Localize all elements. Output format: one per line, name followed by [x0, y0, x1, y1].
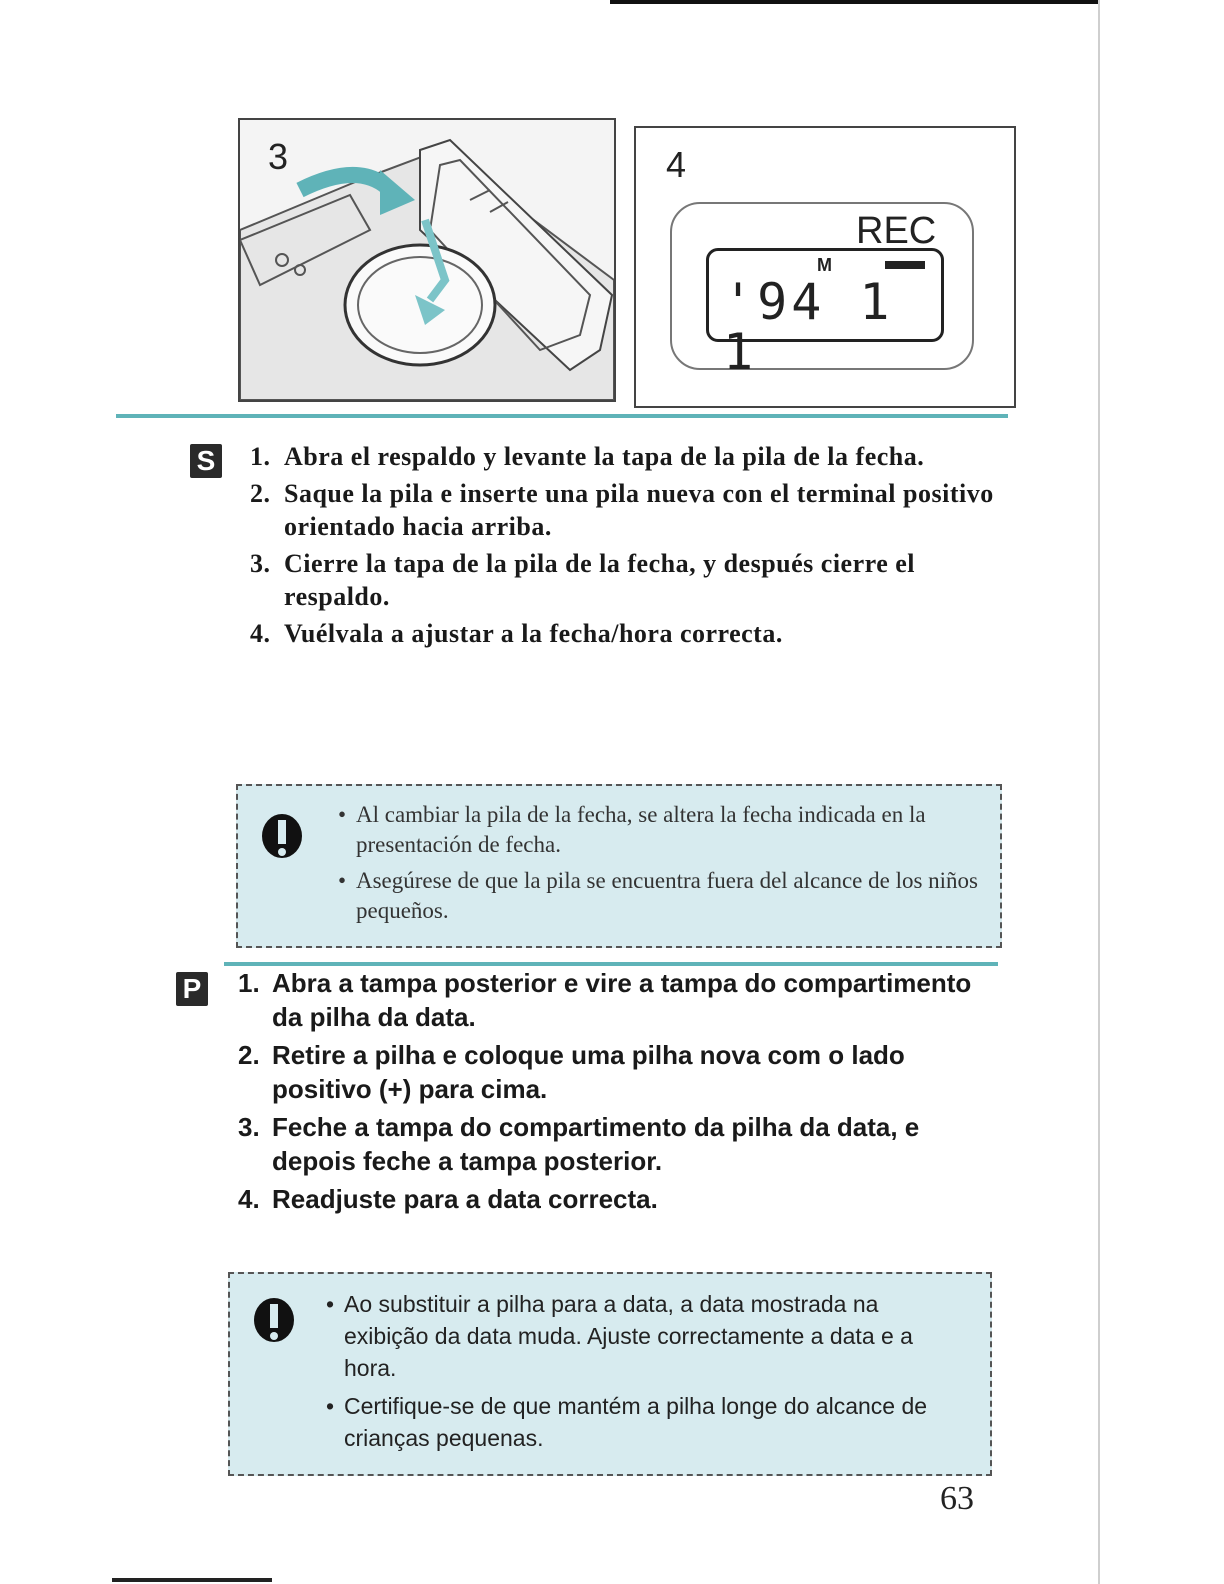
step-text: Cierre la tapa de la pila de la fecha, y después cierre el respaldo. — [284, 549, 915, 611]
figure-3-battery-compartment — [238, 118, 616, 402]
step-number: 4. — [250, 619, 271, 648]
figure-4-date-display — [634, 126, 1016, 408]
step-text: Abra el respaldo y levante la tapa de la pila de la fecha. — [284, 442, 925, 471]
portuguese-caution-note — [228, 1272, 992, 1476]
step-item — [250, 547, 1000, 613]
language-badge-portuguese: P — [176, 972, 208, 1006]
language-badge-spanish: S — [190, 444, 222, 478]
step-text: Saque la pila e inserte una pila nueva con el terminal positivo orientado hacia arriba. — [284, 479, 994, 541]
caution-item: • Certifique-se de que mantém a pilha longe do alcance de crianças pequenas. — [326, 1390, 966, 1454]
step-item — [250, 617, 1000, 650]
step-item — [238, 1038, 998, 1106]
segment-bar — [885, 261, 925, 269]
caution-item: • Asegúrese de que la pila se encuentra fuera del alcance de los niños pequeños. — [338, 866, 978, 926]
figure-number: 3 — [268, 136, 289, 177]
step-text: Retire a pilha e coloque uma pilha nova com o lado positivo (+) para cima. — [272, 1040, 905, 1104]
step-number: 3. — [238, 1112, 260, 1142]
step-text: Readjuste para a data correcta. — [272, 1184, 658, 1214]
step-item — [250, 477, 1000, 543]
step-number: 4. — [238, 1184, 260, 1214]
step-number: 3. — [250, 549, 271, 578]
step-text: Abra a tampa posterior e vire a tampa do compartimento da pilha da data. — [272, 968, 972, 1032]
portuguese-steps — [238, 966, 998, 1220]
step-item — [250, 440, 1000, 473]
page-number: 63 — [940, 1480, 974, 1517]
battery-compartment-illustration — [240, 120, 614, 400]
month-marker: M — [817, 255, 832, 275]
lcd-panel — [706, 248, 944, 381]
page-edge — [1098, 0, 1100, 1584]
caution-icon — [252, 1296, 296, 1348]
figure-number: 4 — [666, 144, 687, 185]
step-number: 2. — [238, 1040, 260, 1070]
lcd-date-readout: '94 1 1 — [723, 273, 894, 381]
step-text: Vuélvala a ajustar a la fecha/hora correcta. — [284, 619, 783, 648]
step-number: 1. — [238, 968, 260, 998]
caution-list — [338, 800, 978, 932]
caution-list — [326, 1288, 966, 1460]
step-item — [238, 1182, 998, 1216]
top-edge-bar — [610, 0, 1100, 4]
spanish-caution-note — [236, 784, 1002, 948]
step-text: Feche a tampa do compartimento da pilha da data, e depois feche a tampa posterior. — [272, 1112, 920, 1176]
rec-indicator: REC — [856, 210, 937, 252]
step-item — [238, 966, 998, 1034]
caution-icon — [260, 812, 304, 864]
step-item — [238, 1110, 998, 1178]
caution-item: • Ao substituir a pilha para a data, a data mostrada na exibição da data muda. Ajuste correctamente a data e a hora. — [326, 1288, 966, 1384]
step-number: 1. — [250, 442, 271, 471]
step-number: 2. — [250, 479, 271, 508]
caution-item: • Al cambiar la pila de la fecha, se altera la fecha indicada en la presentación de fecha. — [338, 800, 978, 860]
bottom-edge-bar — [112, 1578, 272, 1582]
spanish-steps — [250, 440, 1000, 654]
section-divider — [116, 414, 1008, 418]
